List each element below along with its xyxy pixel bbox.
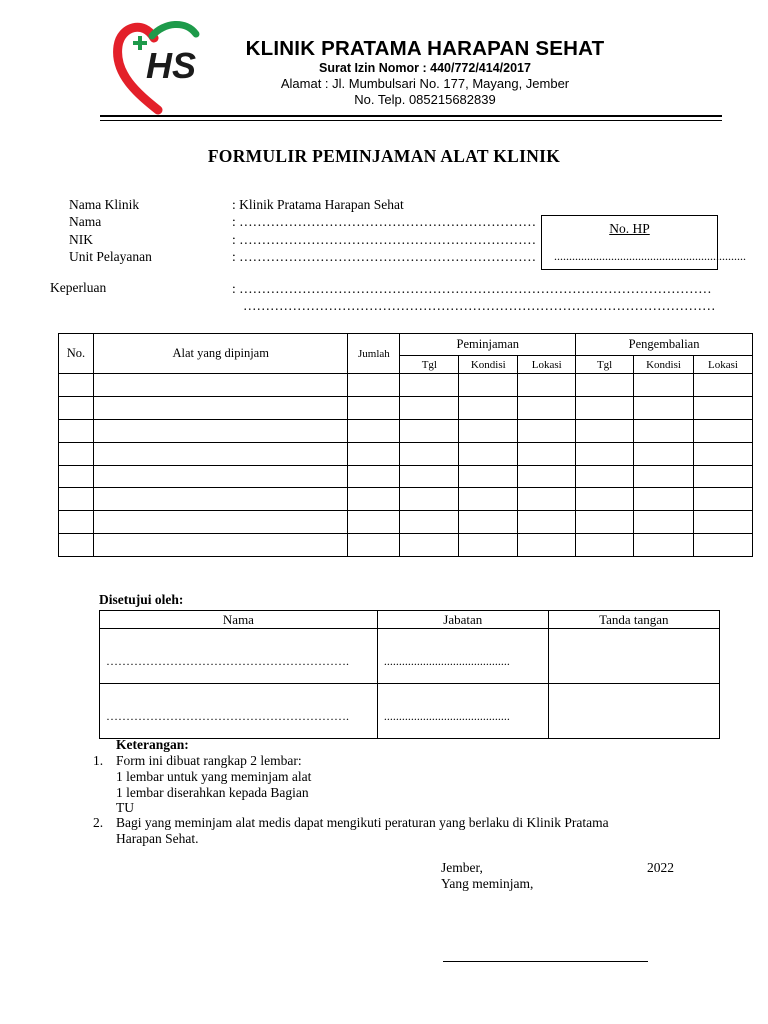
loan-table-cell[interactable]: [693, 488, 752, 511]
note-1-line-2: 1 lembar untuk yang meminjam alat: [116, 769, 312, 784]
field-label-nik: NIK: [69, 232, 93, 247]
loan-table-cell[interactable]: [634, 396, 694, 419]
field-label-name: Nama: [69, 214, 102, 229]
loan-table-cell[interactable]: [576, 534, 634, 557]
note-2-line-1: Bagi yang meminjam alat medis dapat mengikuti peraturan yang berlaku di Klinik Pratama: [116, 815, 609, 830]
signature-place[interactable]: Jember,: [441, 860, 483, 875]
note-1-line-4: TU: [116, 800, 134, 815]
loan-table-cell[interactable]: [400, 419, 459, 442]
loan-table-cell[interactable]: [348, 534, 400, 557]
loan-table-cell[interactable]: [693, 511, 752, 534]
approval-signature-field[interactable]: [548, 629, 719, 684]
loan-table-cell[interactable]: [459, 511, 518, 534]
note-1-line-1: Form ini dibuat rangkap 2 lembar:: [116, 753, 302, 768]
loan-table-cell[interactable]: [518, 534, 576, 557]
note-2-number: 2.: [93, 815, 104, 830]
approval-row: [100, 629, 720, 684]
col-group-return: Pengembalian: [576, 334, 753, 356]
approval-position-field[interactable]: ..........................................: [377, 629, 548, 684]
loan-table-cell[interactable]: [576, 442, 634, 465]
loan-table-cell[interactable]: [400, 511, 459, 534]
loan-table-cell[interactable]: [59, 511, 94, 534]
loan-table-cell[interactable]: [93, 374, 348, 397]
loan-table-cell[interactable]: [693, 465, 752, 488]
col-loan-date: Tgl: [400, 356, 459, 374]
loan-table-cell[interactable]: [400, 488, 459, 511]
loan-table-cell[interactable]: [93, 534, 348, 557]
approval-col-signature: Tanda tangan: [548, 611, 719, 629]
loan-table-cell[interactable]: [518, 488, 576, 511]
form-title: FORMULIR PEMINJAMAN ALAT KLINIK: [207, 146, 561, 166]
approval-title: Disetujui oleh:: [99, 592, 184, 607]
loan-table-cell[interactable]: [59, 534, 94, 557]
loan-table-cell[interactable]: [348, 396, 400, 419]
loan-table-cell[interactable]: [93, 465, 348, 488]
loan-table-cell[interactable]: [59, 488, 94, 511]
loan-table-cell[interactable]: [348, 442, 400, 465]
loan-table-cell[interactable]: [348, 419, 400, 442]
loan-table-cell[interactable]: [400, 534, 459, 557]
loan-table-cell[interactable]: [93, 488, 348, 511]
loan-table-row: [59, 442, 753, 465]
loan-table-cell[interactable]: [634, 374, 694, 397]
loan-table-row: [59, 511, 753, 534]
loan-table-cell[interactable]: [576, 511, 634, 534]
phone-box-dots: ................................................................: [554, 249, 746, 263]
loan-table-row: [59, 374, 753, 397]
loan-table: [58, 333, 753, 557]
purpose-line-2[interactable]: ……………………………………………………………………………………………: [243, 298, 716, 313]
loan-table-cell[interactable]: [400, 442, 459, 465]
note-1-number: 1.: [93, 753, 104, 768]
phone-box-label: No. HP: [609, 221, 650, 236]
loan-table-cell[interactable]: [348, 465, 400, 488]
col-return-location: Lokasi: [693, 356, 752, 374]
signature-borrower-label: Yang meminjam,: [441, 876, 534, 891]
loan-table-cell[interactable]: [59, 396, 94, 419]
clinic-phone: No. Telp. 085215682839: [354, 92, 496, 107]
loan-table-cell[interactable]: [400, 396, 459, 419]
col-item: Alat yang dipinjam: [93, 334, 348, 374]
clinic-name: KLINIK PRATAMA HARAPAN SEHAT: [245, 37, 605, 60]
loan-table-cell[interactable]: [59, 419, 94, 442]
loan-table-cell[interactable]: [400, 465, 459, 488]
loan-table-cell[interactable]: [693, 419, 752, 442]
approval-position-field[interactable]: ..........................................: [377, 684, 548, 739]
field-value-nik[interactable]: : …………………………………………………………: [232, 232, 537, 247]
loan-table-cell[interactable]: [348, 511, 400, 534]
phone-box[interactable]: [541, 215, 746, 270]
approval-col-position: Jabatan: [377, 611, 548, 629]
loan-table-cell[interactable]: [693, 534, 752, 557]
loan-table-row: [59, 488, 753, 511]
loan-table-cell[interactable]: [93, 511, 348, 534]
loan-table-cell[interactable]: [576, 465, 634, 488]
loan-table-cell[interactable]: [634, 534, 694, 557]
col-return-date: Tgl: [576, 356, 634, 374]
loan-table-cell[interactable]: [459, 488, 518, 511]
purpose-label: Keperluan: [50, 280, 107, 295]
notes-title: Keterangan:: [116, 737, 189, 752]
note-1-line-3: 1 lembar diserahkan kepada Bagian: [116, 785, 309, 800]
approval-table: [99, 610, 720, 739]
loan-table-cell[interactable]: [459, 442, 518, 465]
loan-table-cell[interactable]: [400, 374, 459, 397]
clinic-address: Alamat : Jl. Mumbulsari No. 177, Mayang, Jember: [280, 76, 570, 91]
approval-name-field[interactable]: …………………………………………………….: [100, 629, 378, 684]
loan-table-cell[interactable]: [348, 488, 400, 511]
loan-table-row: [59, 465, 753, 488]
clinic-logo: [108, 14, 220, 114]
col-qty: Jumlah: [348, 334, 400, 374]
col-return-condition: Kondisi: [634, 356, 694, 374]
loan-table-cell[interactable]: [634, 442, 694, 465]
loan-table-cell[interactable]: [518, 442, 576, 465]
approval-name-field[interactable]: …………………………………………………….: [100, 684, 378, 739]
loan-table-cell[interactable]: [93, 442, 348, 465]
loan-table-cell[interactable]: [576, 488, 634, 511]
loan-table-cell[interactable]: [459, 465, 518, 488]
approval-row: [100, 684, 720, 739]
loan-table-cell[interactable]: [634, 419, 694, 442]
header-rule-thin: [100, 120, 722, 121]
col-loan-condition: Kondisi: [459, 356, 518, 374]
loan-table-cell[interactable]: [634, 465, 694, 488]
loan-table-cell[interactable]: [576, 374, 634, 397]
loan-table-cell[interactable]: [459, 419, 518, 442]
col-loan-location: Lokasi: [518, 356, 576, 374]
approval-signature-field[interactable]: [548, 684, 719, 739]
field-value-unit[interactable]: : …………………………………………………………: [232, 249, 537, 264]
purpose-line-1[interactable]: : ……………………………………………………………………………………………: [232, 281, 712, 296]
field-label-unit: Unit Pelayanan: [69, 249, 152, 264]
loan-table-cell[interactable]: [93, 419, 348, 442]
loan-table-cell[interactable]: [693, 442, 752, 465]
loan-table-cell[interactable]: [348, 374, 400, 397]
loan-table-cell[interactable]: [459, 374, 518, 397]
loan-table-row: [59, 396, 753, 419]
signature-year: 2022: [647, 860, 674, 875]
field-value-clinic: : Klinik Pratama Harapan Sehat: [232, 197, 404, 212]
loan-table-cell[interactable]: [518, 396, 576, 419]
permit-number: Surat Izin Nomor : 440/772/414/2017: [319, 61, 531, 75]
loan-table-cell[interactable]: [518, 419, 576, 442]
field-label-clinic: Nama Klinik: [69, 197, 140, 212]
loan-table-cell[interactable]: [634, 511, 694, 534]
loan-table-cell[interactable]: [518, 511, 576, 534]
note-2-line-2: Harapan Sehat.: [116, 831, 199, 846]
logo-monogram: HS: [146, 45, 197, 86]
loan-table-cell[interactable]: [576, 396, 634, 419]
loan-table-cell[interactable]: [693, 396, 752, 419]
header-rule-thick: [100, 115, 722, 117]
loan-table-row: [59, 419, 753, 442]
loan-table-cell[interactable]: [518, 374, 576, 397]
loan-table-cell[interactable]: [634, 488, 694, 511]
loan-table-cell[interactable]: [518, 465, 576, 488]
col-no: No.: [59, 334, 94, 374]
field-value-name[interactable]: : …………………………………………………………: [232, 214, 537, 229]
loan-table-cell[interactable]: [459, 534, 518, 557]
loan-table-cell[interactable]: [93, 396, 348, 419]
loan-table-cell[interactable]: [459, 396, 518, 419]
loan-table-cell[interactable]: [576, 419, 634, 442]
signature-line[interactable]: [443, 961, 648, 962]
loan-table-row: [59, 534, 753, 557]
loan-table-cell[interactable]: [693, 374, 752, 397]
loan-table-cell[interactable]: [59, 374, 94, 397]
loan-table-cell[interactable]: [59, 442, 94, 465]
loan-table-cell[interactable]: [59, 465, 94, 488]
col-group-loan: Peminjaman: [400, 334, 576, 356]
approval-col-name: Nama: [100, 611, 378, 629]
loan-table-body: [59, 374, 753, 557]
